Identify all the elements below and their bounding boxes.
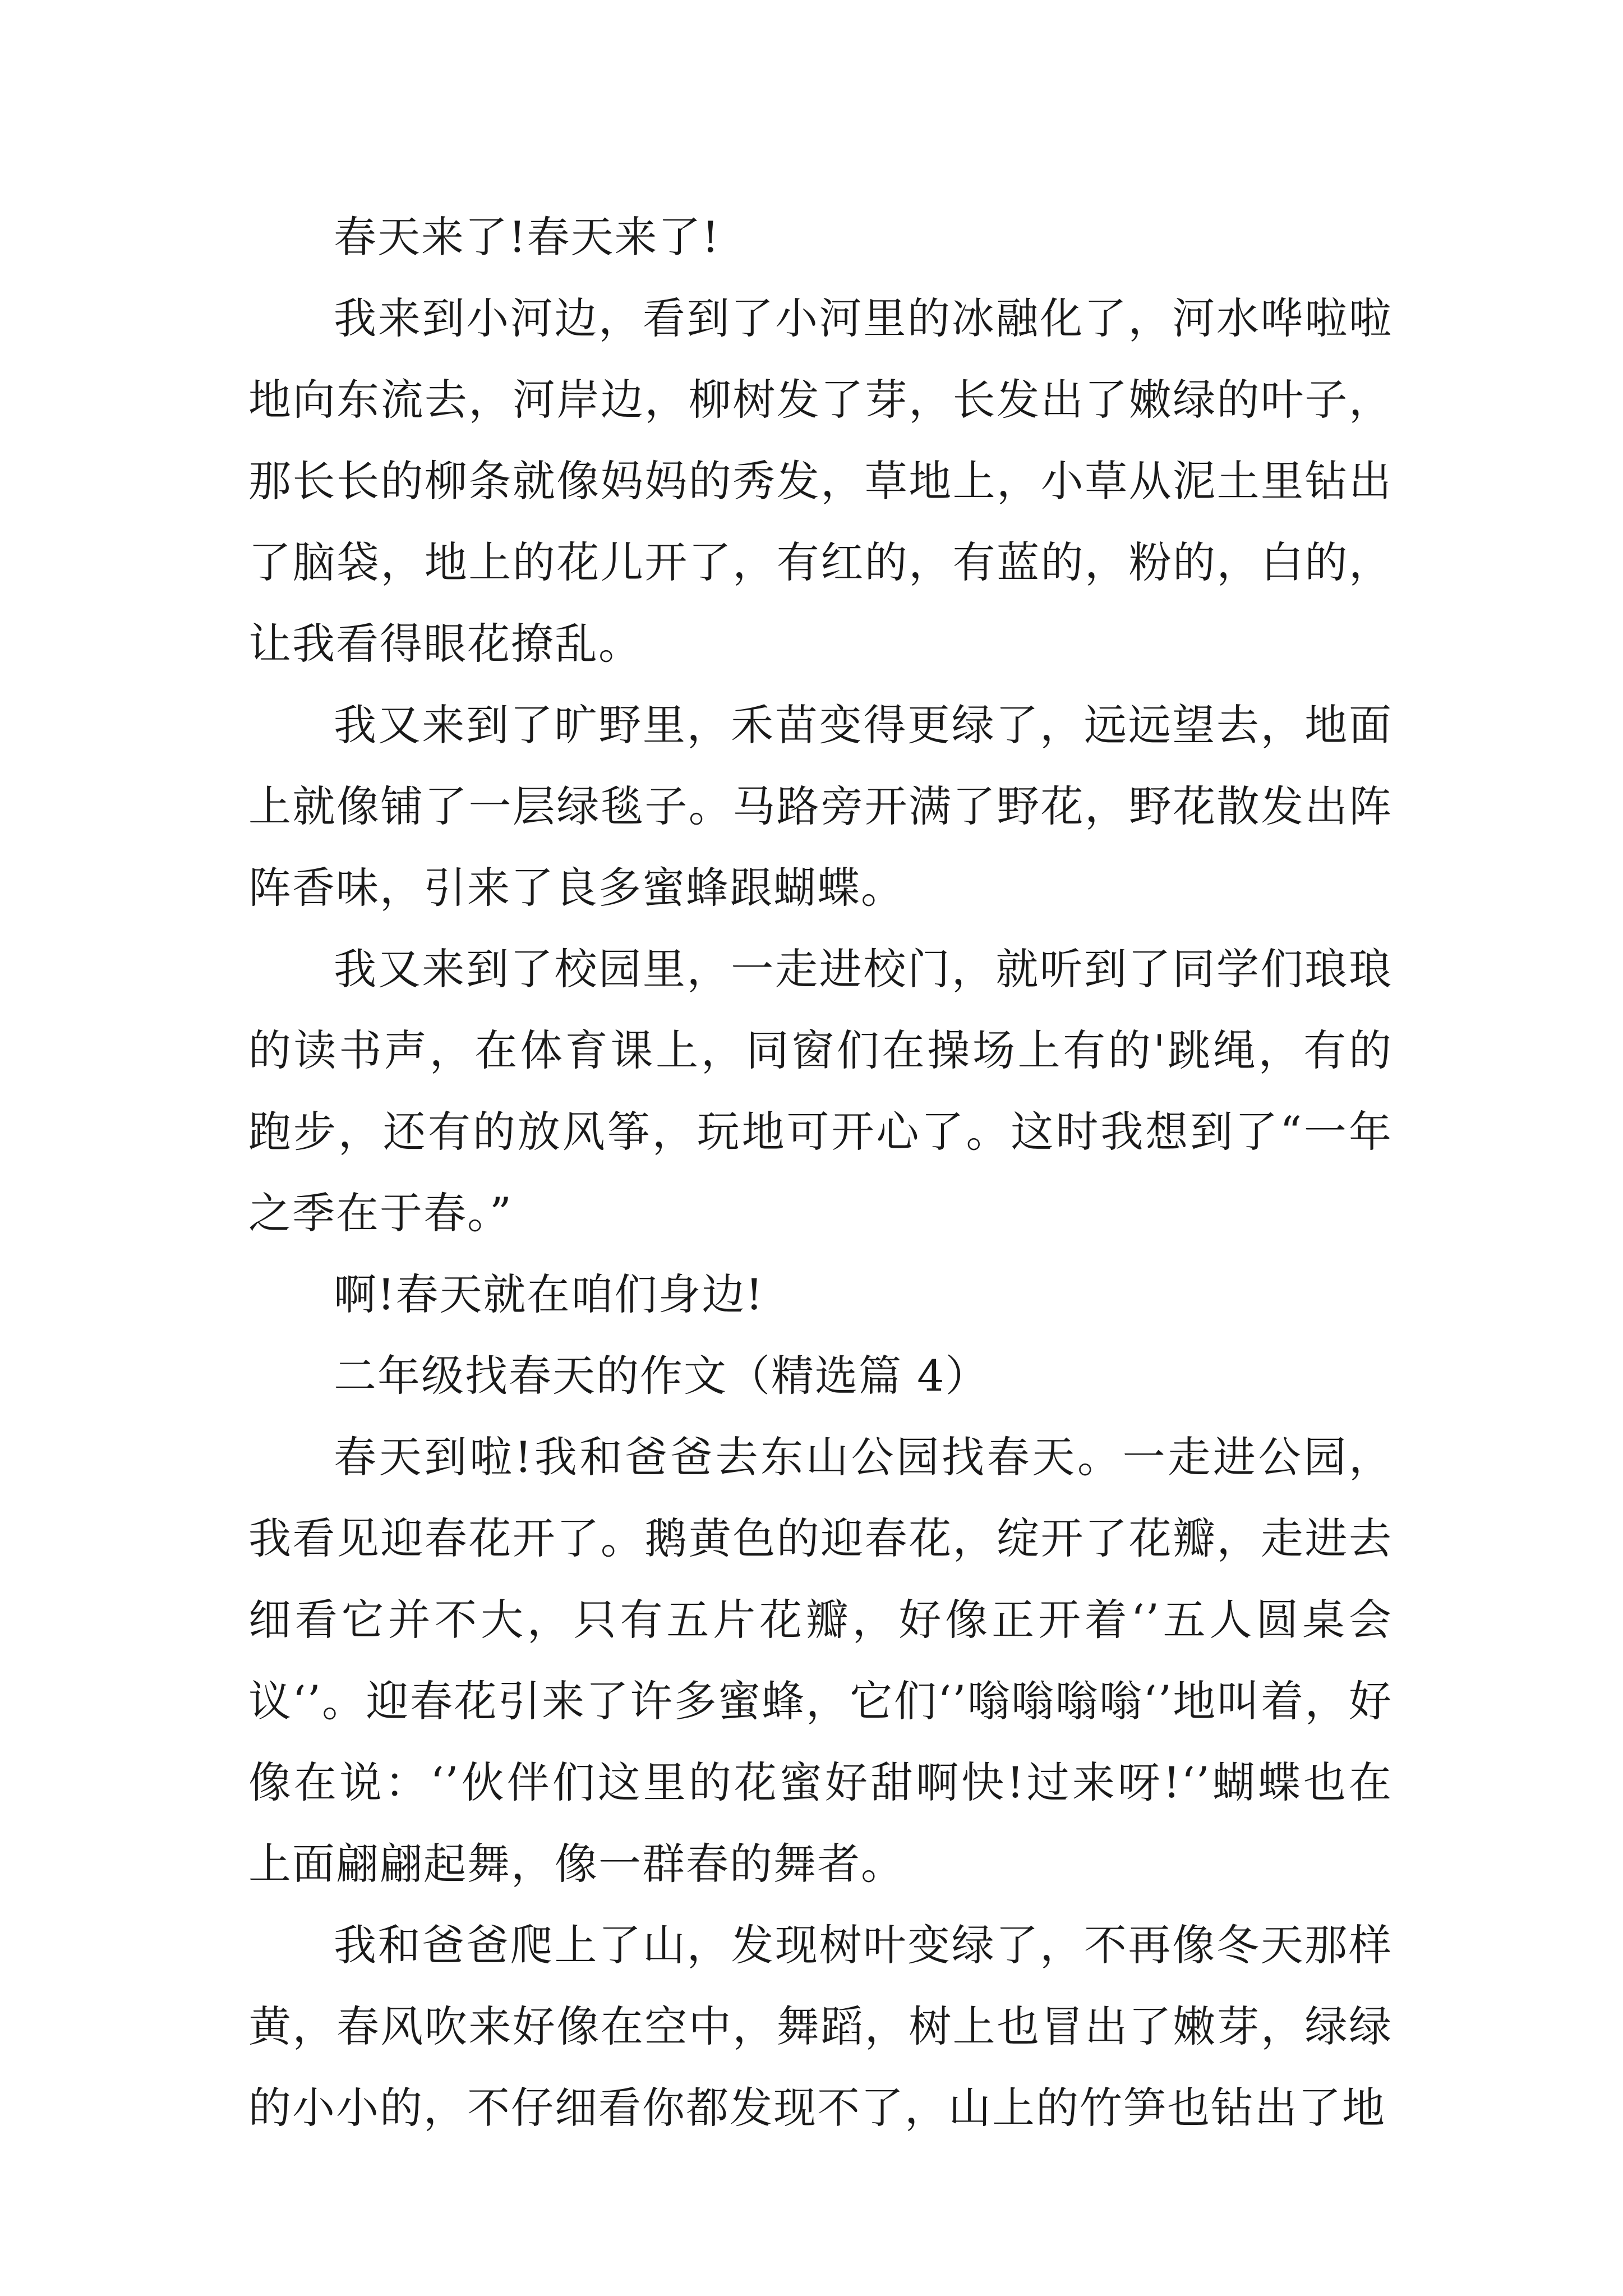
document-body xyxy=(248,196,1393,2148)
paragraph-6: 春天到啦!我和爸爸去东山公园找春天。一走进公园，我看见迎春花开了。鹅黄色的迎春花，绽开了花瓣，走进去细看它并不大，只有五片花瓣，好像正开着‘’五人圆桌会议‘’。迎春花引来了许多蜜蜂，它们‘’嗡嗡嗡嗡‘’地叫着，好像在说：‘’伙伴们这里的花蜜好甜啊快!过来呀!‘’蝴蝶也在上面翩翩起舞，像一群春的舞者。 xyxy=(248,1432,1393,1889)
paragraph-2: 我来到小河边，看到了小河里的冰融化了，河水哗啦啦地向东流去，河岸边，柳树发了芽，长发出了嫩绿的叶子，那长长的柳条就像妈妈的秀发，草地上，小草从泥土里钻出了脑袋，地上的花儿开了，有红的，有蓝的，粉的，白的，让我看得眼花撩乱。 xyxy=(248,293,1393,669)
paragraph-3: 我又来到了旷野里，禾苗变得更绿了，远远望去，地面上就像铺了一层绿毯子。马路旁开满了野花，野花散发出阵阵香味，引来了良多蜜蜂跟蝴蝶。 xyxy=(248,700,1393,913)
section-heading: 二年级找春天的作文（精选篇 4） xyxy=(334,1351,989,1401)
paragraph-5: 啊!春天就在咱们身边! xyxy=(334,1269,764,1319)
paragraph-7: 我和爸爸爬上了山，发现树叶变绿了，不再像冬天那样黄，春风吹来好像在空中，舞蹈，树上也冒出了嫩芽，绿绿的小小的，不仔细看你都发现不了，山上的竹笋也钻出了地 xyxy=(248,1920,1393,2133)
paragraph-4: 我又来到了校园里，一走进校门，就听到了同学们琅琅的读书声，在体育课上，同窗们在操场上有的'跳绳，有的跑步，还有的放风筝，玩地可开心了。这时我想到了“一年之季在于春。” xyxy=(248,944,1393,1238)
paragraph-1: 春天来了!春天来了! xyxy=(334,212,721,262)
